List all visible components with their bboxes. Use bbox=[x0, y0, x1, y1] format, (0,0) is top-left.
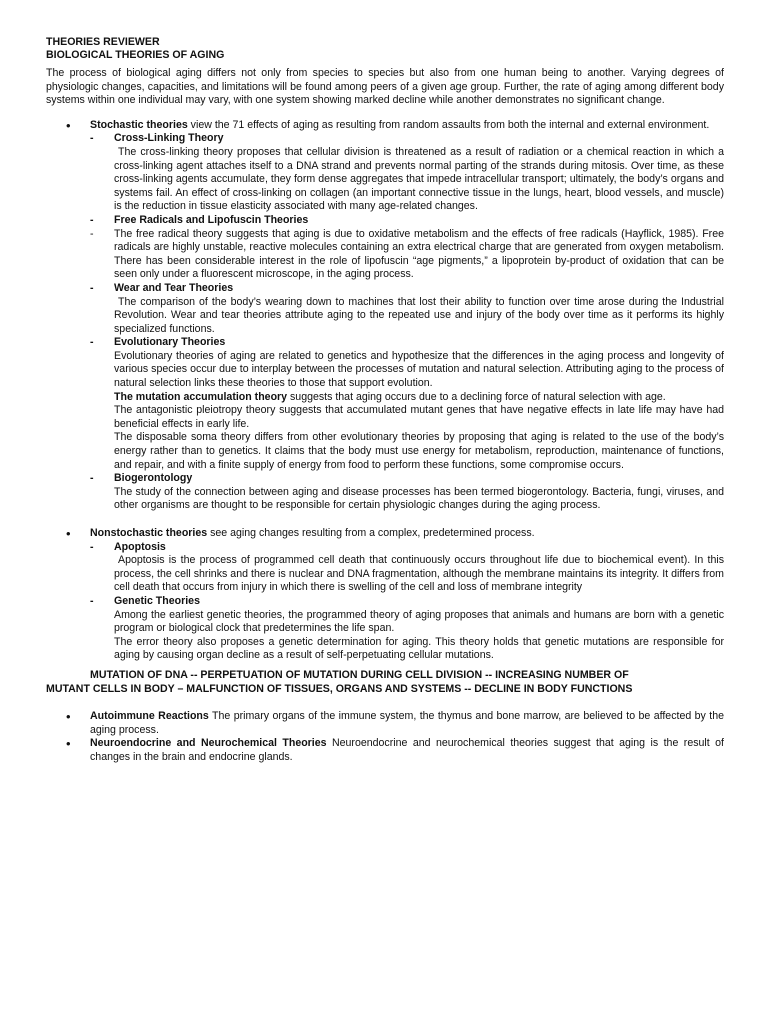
wear-tear-text: The comparison of the body’s wearing down to machines that lost their ability to function over time arose during the Industrial Revolution. Wear and tear theories attribute aging to the repeated use and injury of the body over time as it performs its highly specialized functions. bbox=[114, 295, 724, 335]
nonstochastic-text: see aging changes resulting from a complex, predetermined process. bbox=[207, 527, 535, 539]
apoptosis-text: Apoptosis is the process of programmed cell death that continuously occurs throughout life due to biochemical event). In this process, the cell shrinks and there is nuclear and DNA fragmentation, although the membrane maintains its integrity. It differs from cell death that occurs from injury in which there is swelling of the cell and loss of membrane integrity bbox=[114, 554, 724, 594]
neuro-text: Neuroendocrine and neurochemical theories suggest that aging is the result of changes in the brain and endocrine glands. bbox=[90, 737, 724, 763]
bullet-autoimmune bbox=[46, 710, 724, 737]
genetic-text: Among the earliest genetic theories, the programmed theory of aging proposes that animals and humans are born with a genetic program or biological clock that predetermines the life span. bbox=[114, 608, 724, 635]
sub-biogerontology bbox=[46, 472, 724, 486]
doc-subtitle: BIOLOGICAL THEORIES OF AGING bbox=[46, 49, 225, 61]
disposable-soma-text: The disposable soma theory differs from other evolutionary theories by proposing that aging is related to the use of the body’s energy rather than to genetics. It claims that the body must use energy for metabolism, reproduction, maintenance of functions, and repair, and with a finite supply of energy from food to perform these functions, some compromise occurs. bbox=[114, 431, 724, 471]
evolutionary-text: Evolutionary theories of aging are related to genetics and hypothesize that the differences in the aging process and longevity of various species occur due to interplay between the processes of mutation and natural selection. Attributing aging to the process of natural selection links these theories to those that support evolution. bbox=[114, 349, 724, 390]
sub-genetic bbox=[46, 595, 724, 609]
apoptosis-title: Apoptosis bbox=[114, 540, 166, 553]
sub-evolutionary bbox=[46, 336, 724, 350]
dash-marker: - bbox=[90, 472, 94, 485]
mutation-accumulation-text: suggests that aging occurs due to a declining force of natural selection with age. bbox=[287, 390, 666, 403]
doc-title: THEORIES REVIEWER bbox=[46, 36, 160, 48]
bullet-stochastic bbox=[46, 119, 724, 133]
free-radicals-title: Free Radicals and Lipofuscin Theories bbox=[114, 213, 309, 226]
intro-paragraph: The process of biological aging differs not only from species to species but also from one human being to another. Varying degrees of physiologic changes, capacities, and limitations will be found among peers of a given age group. Further, the rate of aging among different body systems within one individual may vary, with one system showing marked decline while another demonstrates no significant change. bbox=[46, 67, 724, 107]
document-body bbox=[46, 36, 724, 765]
mutation-accumulation-term: The mutation accumulation theory bbox=[114, 390, 288, 403]
bullet-dot: • bbox=[66, 526, 71, 541]
mutation-chain bbox=[46, 669, 724, 696]
antagonistic-pleiotropy-text: The antagonistic pleiotropy theory suggests that accumulated mutant genes that have negative effects in late life may have had beneficial effects in early life. bbox=[114, 404, 724, 430]
evolutionary-title: Evolutionary Theories bbox=[114, 336, 226, 349]
autoimmune-term: Autoimmune Reactions bbox=[90, 710, 209, 723]
stochastic-term: Stochastic theories bbox=[90, 118, 188, 131]
error-theory-text: The error theory also proposes a genetic determination for aging. This theory holds that genetic mutations are responsible for aging by causing organ decline as a result of self-perpetuating cellular mutations. bbox=[114, 635, 724, 662]
wear-tear-title: Wear and Tear Theories bbox=[114, 281, 234, 294]
sub-apoptosis bbox=[46, 541, 724, 555]
mutation-chain-line-1: MUTATION OF DNA -- PERPETUATION OF MUTATION DURING CELL DIVISION -- INCREASING NUMBER OF bbox=[90, 668, 629, 681]
dash-marker: - bbox=[90, 336, 94, 349]
dash-marker: - bbox=[90, 281, 94, 294]
genetic-title: Genetic Theories bbox=[114, 594, 200, 607]
autoimmune-text: The primary organs of the immune system, the thymus and bone marrow, are believed to be affected by the aging process. bbox=[90, 710, 724, 736]
sub-free-radicals-text bbox=[46, 228, 724, 282]
bullet-neuro bbox=[46, 737, 724, 764]
stochastic-text: view the 71 effects of aging as resulting from random assaults from both the internal and external environment. bbox=[187, 118, 710, 131]
sub-cross-linking bbox=[46, 132, 724, 146]
dash-marker: - bbox=[90, 540, 94, 553]
bullet-dot: • bbox=[66, 736, 71, 752]
bullet-dot: • bbox=[66, 117, 71, 133]
bullet-dot: • bbox=[66, 709, 71, 725]
biogerontology-title: Biogerontology bbox=[114, 472, 193, 485]
bullet-nonstochastic bbox=[46, 527, 724, 541]
free-radicals-text: The free radical theory suggests that aging is due to oxidative metabolism and the effects of free radicals (Hayflick, 1985). Free radicals are highly unstable, reactive molecules containing an extra electrical charge that are generated from oxygen metabolism. There has been considerable interest in the role of lipofuscin “age pigments,” a lipoprotein by-product of oxidation that can be seen only under a fluorescent microscope, in the aging process. bbox=[114, 227, 724, 281]
neuro-term: Neuroendocrine and Neurochemical Theories bbox=[90, 737, 327, 750]
mutation-accumulation-paragraph bbox=[46, 391, 724, 405]
sub-free-radicals bbox=[46, 214, 724, 228]
nonstochastic-term: Nonstochastic theories bbox=[90, 527, 208, 539]
dash-marker: - bbox=[90, 227, 94, 240]
dash-marker: - bbox=[90, 213, 94, 226]
biogerontology-text: The study of the connection between aging and disease processes has been termed biogerontology. Bacteria, fungi, viruses, and other organisms are thought to be responsible for certain physiologic changes during the aging process. bbox=[114, 485, 724, 512]
cross-linking-title: Cross-Linking Theory bbox=[114, 132, 224, 145]
dash-marker: - bbox=[90, 132, 94, 145]
cross-linking-text: The cross-linking theory proposes that cellular division is threatened as a result of radiation or a chemical reaction in which a cross-linking agent attaches itself to a DNA strand and prevents normal parting of the strands during mitosis. Over time, as these cross-linking agents accumulate, they form dense aggregates that impede intracellular transport; ultimately, the body’s organs and systems fail. An effect of cross-linking on collagen (an important connective tissue in the lungs, heart, blood vessels, and muscle) is the reduction in tissue elasticity associated with many age-related changes. bbox=[114, 145, 724, 213]
mutation-chain-line-2: MUTANT CELLS IN BODY – MALFUNCTION OF TISSUES, ORGANS AND SYSTEMS -- DECLINE IN BODY FUNCTIONS bbox=[46, 682, 633, 695]
dash-marker: - bbox=[90, 594, 94, 607]
sub-wear-tear bbox=[46, 282, 724, 296]
